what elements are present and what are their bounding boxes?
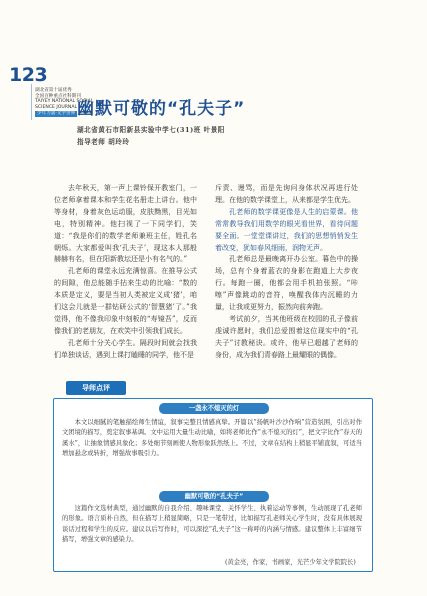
paragraph: 孔老师十分关心学生。隔段时间就会找我们单独谈话，遇到上课打瞌睡的同学，他不是: [54, 338, 197, 359]
masthead-line: 全国百种重点社科期刊: [35, 93, 81, 99]
reviewer-signature: (黄金亮，作家，书画家，光芒少年文学院院长): [225, 559, 356, 566]
paragraph: 去年秋天，第一声上课铃保开教室门，一位老师拿着课本和学生花名册走上讲台。他中等身材，身着灰色运动服，皮肤黝黑，目光如电，特别精神。他扫视了一下同学们，笑道：“我是你们的数学老师兼班主任，姓孔名朝烁。大家都爱叫我‘孔夫子’，现这本人那般赫赫有名，但在阳新教坛还是小有名气的。”: [54, 184, 197, 264]
paragraph: 孔老师的课堂永远充满惊喜。在推导公式的间隙，他总能随手拈来生动的比喻：“数的本质是定义，要是当初人类被定义成‘猪’，咱们这会儿就是一群钻研公式的‘智慧猪’了。”我觉得，他不像我印象中刻板的“寿镜吾”，反而像我们的老朋友，在欢笑中引领我们成长。: [54, 267, 197, 335]
author-line: 湖北省黄石市阳新县实验中学七(31)班 叶景阳: [77, 126, 225, 134]
masthead-line: SCIENCE JOURNAL: [35, 104, 78, 110]
article-title: 幽默可敬的“孔夫子”: [77, 99, 246, 119]
review-text: [62, 418, 362, 460]
review-badge: 导师点评: [66, 381, 126, 395]
review-paragraph: 本文以细腻的笔触描绘师生情谊，叙事完整且情感真挚。开篇以“扬帆叶沙沙作响”营造氛围，引出对作文团境的描写，奠定叙事基调。文中运用大量生动比喻，如将老师比作“永不熄灭的灯”，把文字比作“春天的溪水”，让抽象情感具象化；多处细节刻画使人物形象跃然纸上。不过，文章在结构上稍显平铺直叙，可适当增加悬念或转折，增强故事吸引力。: [62, 419, 362, 458]
masthead-tag: 少年力量·文学世界: [37, 111, 76, 117]
teacher-line: 指导老师 胡玲玲: [77, 138, 130, 146]
paragraph: 孔老师总是最晚离开办公室。暮色中的操场，总有个身着蓝衣的身影在跑道上大步夜行。每跑一圈，他都会用手机拍张照。“咔嚓”声像跳动的音符，唤醒我体内沉睡的力量，让我或更努力，振然向前奔跑。: [215, 255, 358, 312]
masthead-rule: [31, 84, 32, 120]
article-right-column: [215, 183, 358, 362]
review-text: [62, 504, 362, 546]
page-number: 123: [9, 64, 48, 86]
review-section-title: 一盏永不熄灭的灯: [159, 403, 269, 414]
byline: [77, 124, 225, 148]
paragraph: 斥责、谩骂，而是先询问身体状况再进行处理。在他的数学课堂上，从来都是学生优先。: [215, 184, 358, 204]
article-left-column: [54, 183, 197, 362]
masthead-line: TAIYEY NATIONAL SOCIAL: [35, 99, 94, 105]
review-paragraph: 这篇作文选材典型，通过幽默的自我介绍、趣味课堂、关怀学生、执着运动等事例，生动展现了孔老师的形象。语言质朴自然，但在描写上稍显简略，只是一笔带过，比如描写孔老师关心学生时，没有具体展现谈话过程和学生的反应。建议以后写作时，可以深挖“孔夫子”这一称呼的内涵与情感。建议整体上丰富细节描写，增强文章的感染力。: [62, 505, 362, 544]
paragraph: 考试前夕，当其他班级在校园的孔子像前虔诚许愿时，我们总爱围着这位现实中的“孔夫子”讨教秘诀。或许，他早已超越了老师的身份，成为我们青春路上最耀眼的偶像。: [215, 314, 358, 359]
review-section-title: 幽默可敬的“孔夫子”: [159, 491, 269, 502]
paragraph: 孔老师的数学课更像是人生的启蒙课。他常常教导我们用数学的眼光看世界，看待问题要全面。一堂堂课讲过，我们的思想悄悄发生着改变，犹如春风细雨，润物无声。: [215, 207, 358, 252]
masthead-line: 湖北省第十届优秀: [35, 88, 72, 93]
